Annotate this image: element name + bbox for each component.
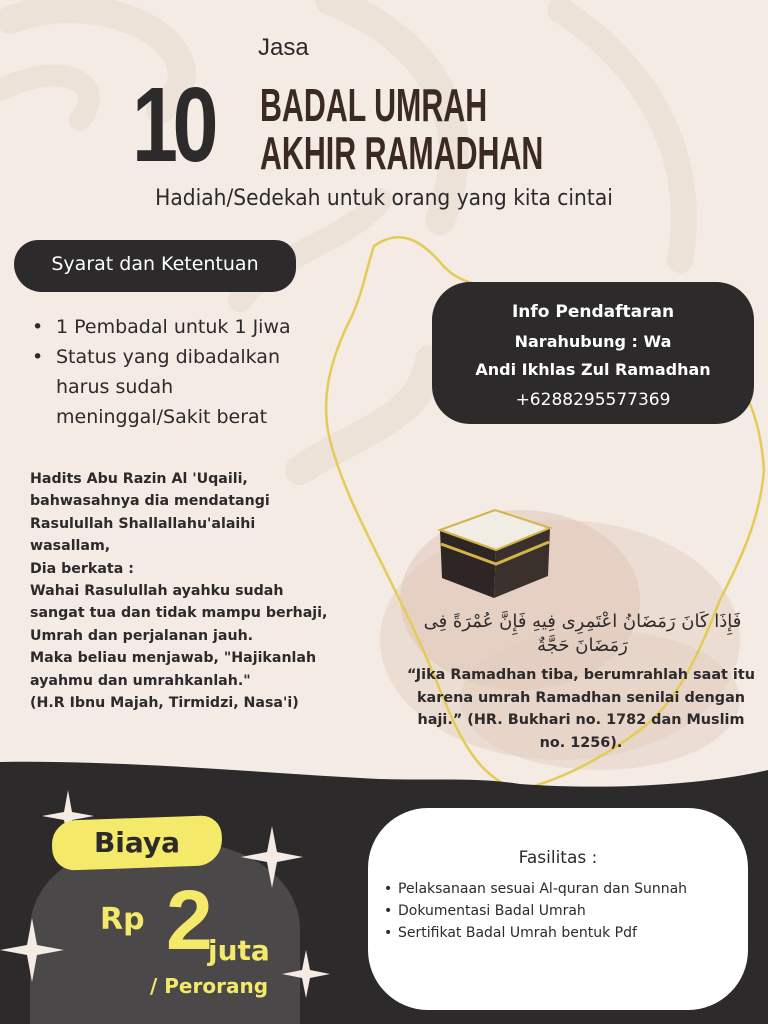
fasilitas-item: • Sertifikat Badal Umrah bentuk Pdf [382, 922, 687, 944]
requirement-item: • 1 Pembadal untuk 1 Jiwa [30, 312, 330, 342]
biaya-label: Biaya [93, 826, 181, 859]
requirement-item: • Status yang dibadalkan harus sudah meninggal/Sakit berat [30, 342, 330, 432]
info-contact-name: Andi Ikhlas Zul Ramadhan [475, 360, 711, 379]
price-amount: 2 [166, 873, 213, 967]
subtitle: Hadiah/Sedekah untuk orang yang kita cintai [155, 186, 613, 211]
info-phone[interactable]: +6288295577369 [515, 390, 671, 410]
requirements-list [30, 312, 330, 432]
hadits-text: Hadits Abu Razin Al 'Uqaili, bahwasahnya dia mendatangi Rasulullah Shallallahu'alaihi wasallam, Dia berkata : Wahai Rasulullah ayahku sudah sangat tua dan tidak mampu berhaji, Umrah dan perjalanan jauh. Maka beliau menjawab, "Hajikanlah ayahmu dan umrahkanlah." (H.R Ibnu Majah, Tirmidzi, Nasa'i) [30, 471, 328, 712]
fasilitas-item: • Pelaksanaan sesuai Al-quran dan Sunnah [382, 878, 687, 900]
jasa-label: Jasa [258, 34, 309, 61]
syarat-heading: Syarat dan Ketentuan [51, 253, 259, 275]
number-ten: 10 [132, 66, 214, 184]
title-line-1: BADAL UMRAH [260, 79, 488, 131]
price-per-person: / Perorang [150, 974, 269, 998]
info-contact-label: Narahubung : Wa [514, 332, 672, 351]
fasilitas-list [382, 878, 687, 944]
title-line-2: AKHIR RAMADHAN [260, 127, 544, 179]
arabic-verse: فَإِذَا كَانَ رَمَضَانُ اعْتَمِرِى فِيهِ فَإِنَّ عُمْرَةً فِى رَمَضَانَ حَجَّةٌ [423, 611, 742, 656]
fasilitas-title: Fasilitas : [518, 848, 598, 868]
price-unit: juta [208, 934, 270, 967]
kaaba-icon [430, 490, 560, 600]
fasilitas-item: • Dokumentasi Badal Umrah [382, 900, 687, 922]
quote-translation: “Jika Ramadhan tiba, berumrahlah saat itu karena umrah Ramadhan senilai dengan haji.” (HR. Bukhari no. 1782 dan Muslim no. 1256). [407, 667, 755, 751]
info-title: Info Pendaftaran [511, 302, 675, 322]
price-currency: Rp [100, 902, 145, 937]
